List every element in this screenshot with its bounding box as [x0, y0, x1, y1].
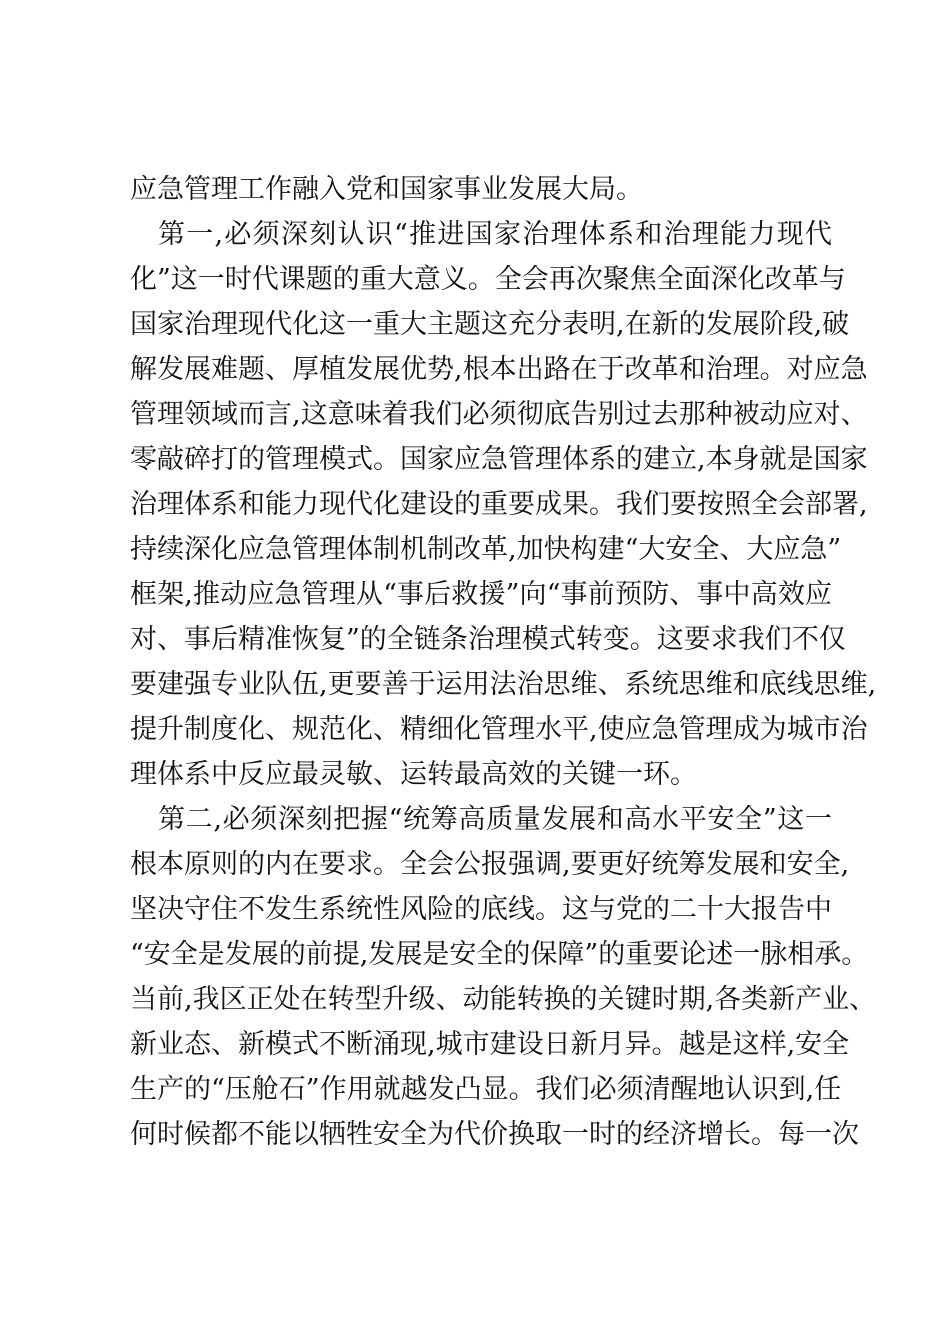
text-line: 当前,我区正处在转型升级、动能转换的关键时期,各类新产业、 [130, 984, 877, 1015]
text-line: 理体系中反应最灵敏、运转最高效的关键一环。 [130, 759, 697, 790]
text-line: 第一,必须深刻认识“推进国家治理体系和治理能力现代 [158, 219, 832, 250]
text-line: 根本原则的内在要求。全会公报强调,要更好统筹发展和安全, [130, 849, 850, 880]
text-line: 管理领域而言,这意味着我们必须彻底告别过去那种被动应对、 [130, 399, 868, 430]
text-line: 持续深化应急管理体制机制改革,加快构建“大安全、大应急” [130, 534, 842, 565]
text-line: 解发展难题、厚植发展优势,根本出路在于改革和治理。对应急 [130, 354, 868, 385]
text-line: 应急管理工作融入党和国家事业发展大局。 [130, 174, 643, 205]
text-line: “安全是发展的前提,发展是安全的保障”的重要论述一脉相承。 [130, 939, 869, 970]
text-line: 零敲碎打的管理模式。国家应急管理体系的建立,本身就是国家 [130, 444, 868, 475]
document-page [130, 167, 877, 1157]
text-line: 框架,推动应急管理从“事后救援”向“事前预防、事中高效应 [130, 579, 832, 610]
text-line: 国家治理现代化这一重大主题这充分表明,在新的发展阶段,破 [130, 309, 850, 340]
text-line: 治理体系和能力现代化建设的重要成果。我们要按照全会部署, [130, 489, 868, 520]
text-line: 提升制度化、规范化、精细化管理水平,使应急管理成为城市治 [130, 714, 868, 745]
text-line: 要建强专业队伍,更要善于运用法治思维、系统思维和底线思维, [130, 669, 877, 700]
text-line: 生产的“压舱石”作用就越发凸显。我们必须清醒地认识到,任 [130, 1074, 842, 1105]
text-line: 化”这一时代课题的重大意义。全会再次聚焦全面深化改革与 [130, 264, 846, 295]
text-line: 第二,必须深刻把握“统筹高质量发展和高水平安全”这一 [158, 804, 832, 835]
text-line: 坚决守住不发生系统性风险的底线。这与党的二十大报告中 [130, 894, 832, 925]
text-line: 对、事后精准恢复”的全链条治理模式转变。这要求我们不仅 [130, 624, 846, 655]
text-line: 新业态、新模式不断涌现,城市建设日新月异。越是这样,安全 [130, 1029, 850, 1060]
text-line: 何时候都不能以牺牲安全为代价换取一时的经济增长。每一次 [130, 1119, 859, 1150]
